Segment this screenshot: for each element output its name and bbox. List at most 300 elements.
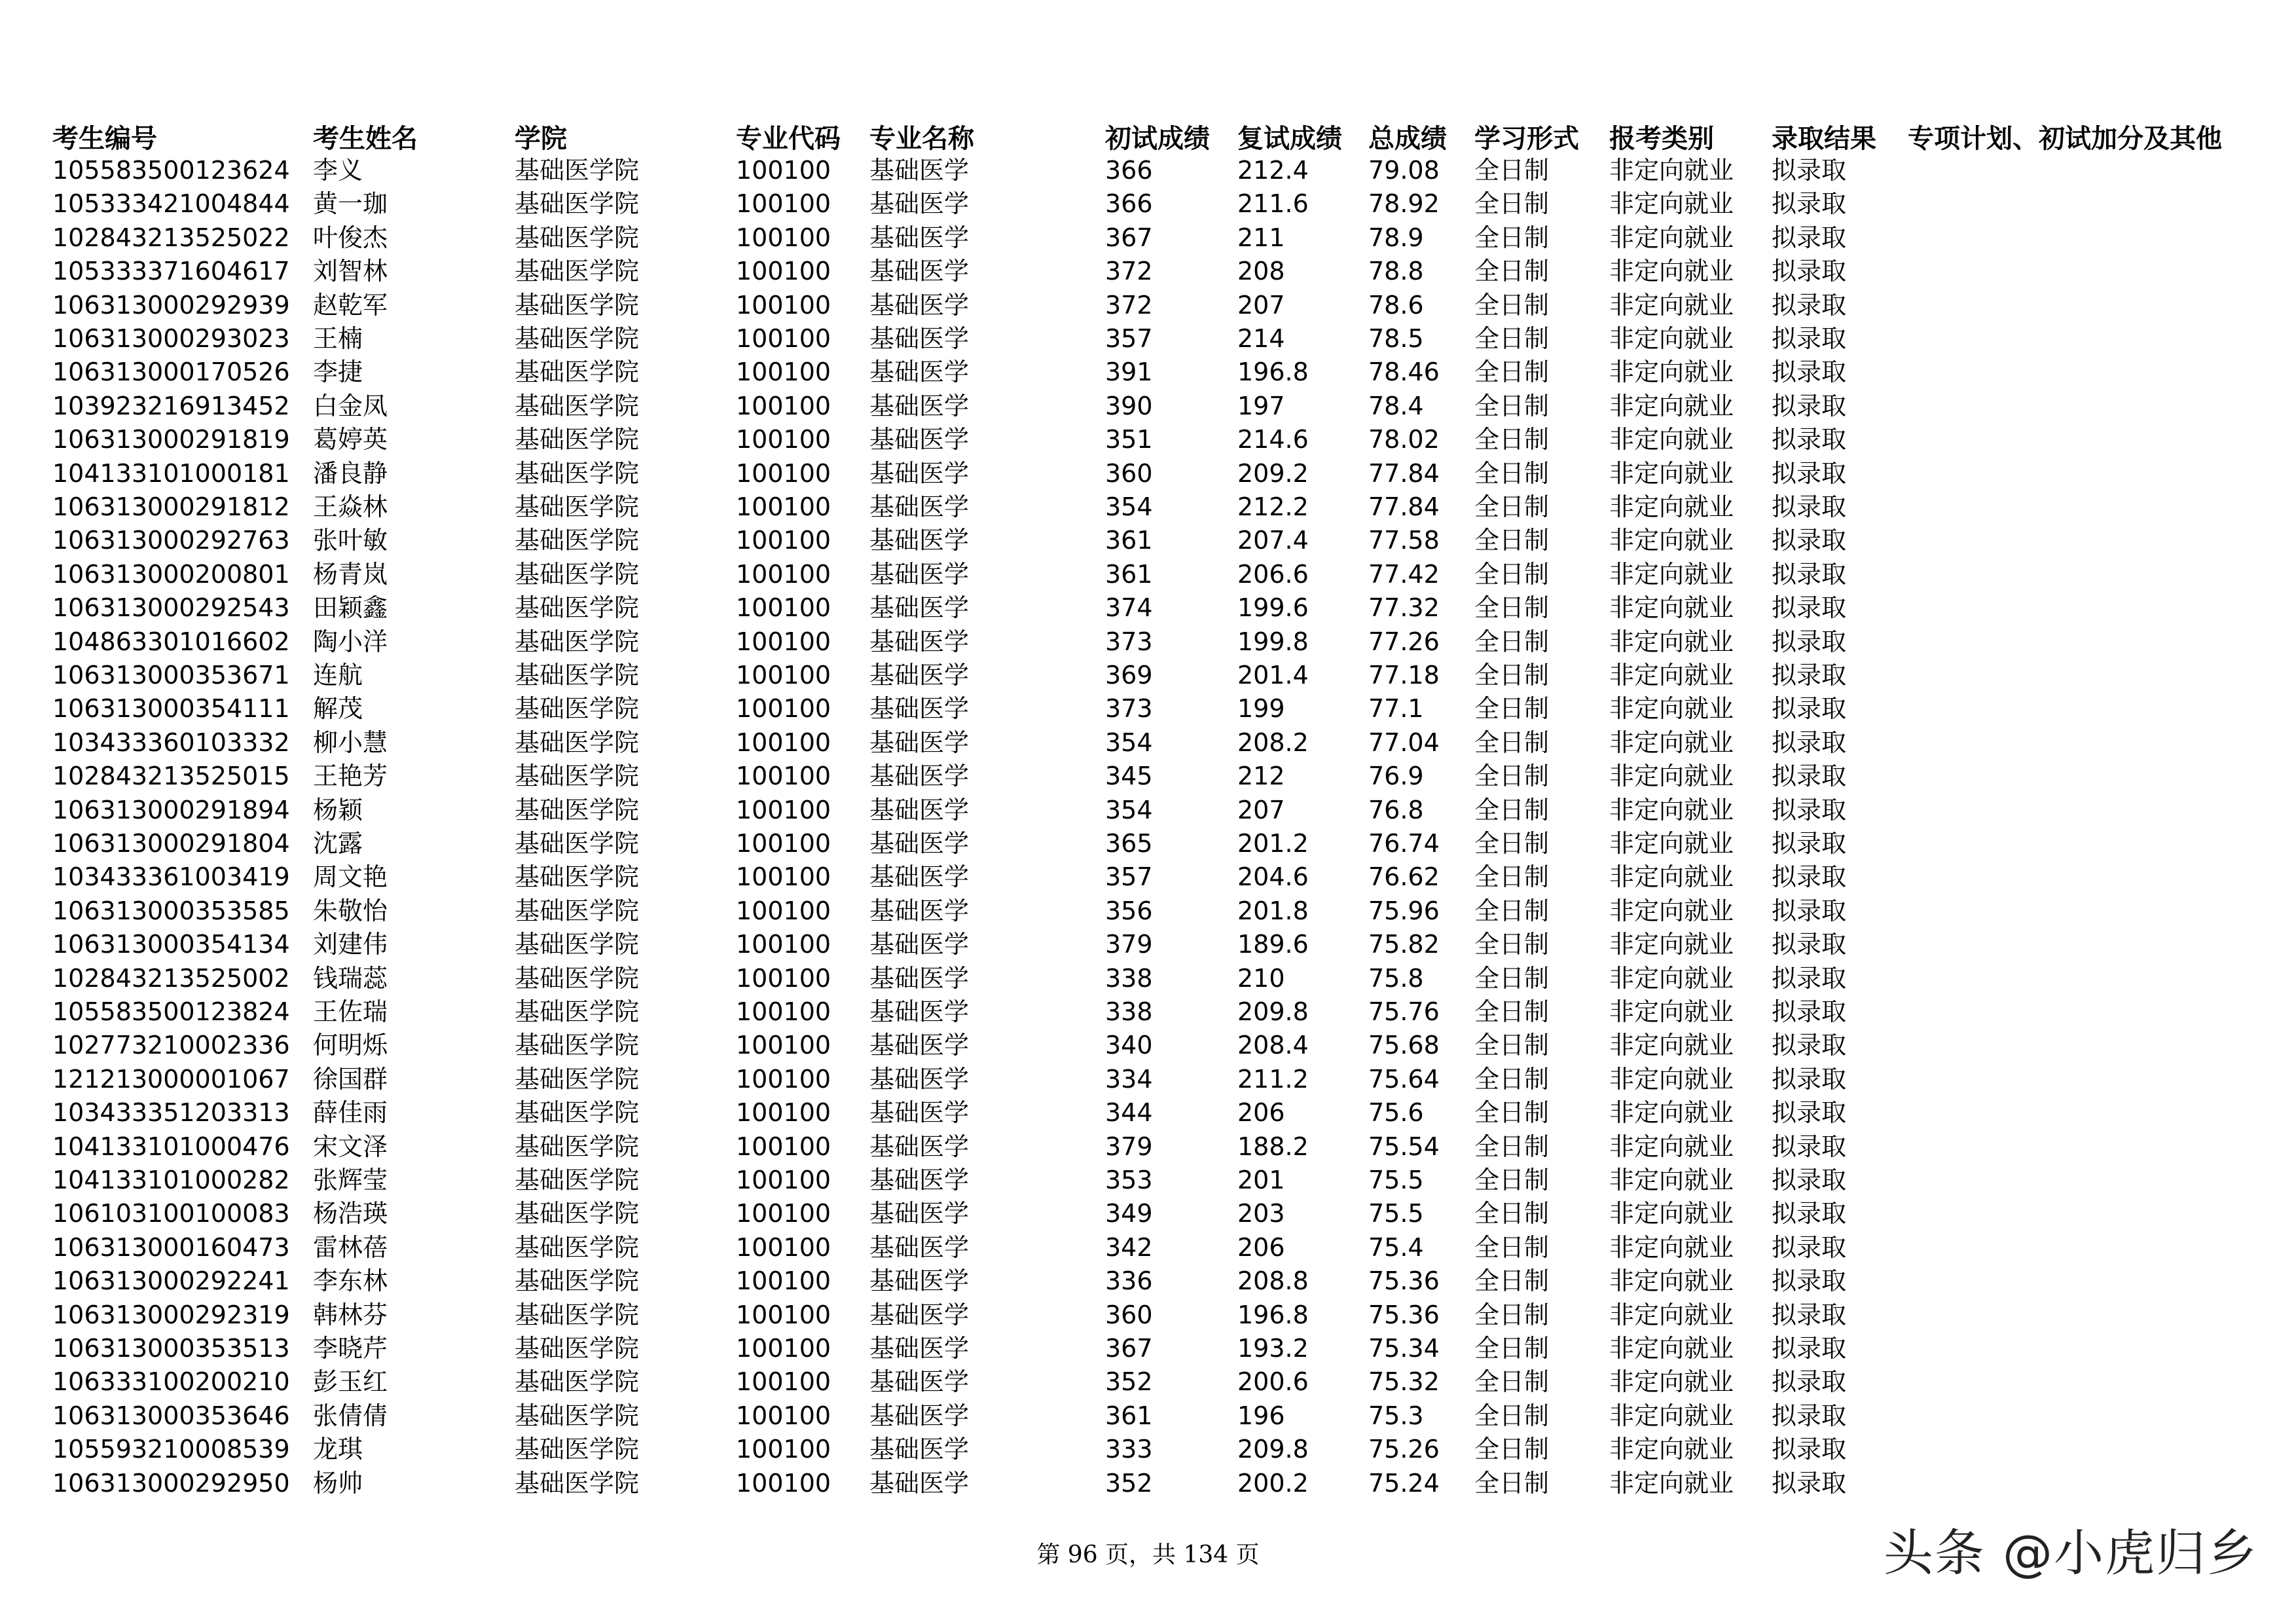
cell-college: 基础医学院 (515, 492, 640, 521)
cell-candidate-name: 钱瑞蕊 (313, 963, 388, 993)
cell-college: 基础医学院 (515, 1064, 640, 1094)
cell-major-code: 100100 (736, 1401, 831, 1430)
cell-retest-score: 199 (1237, 694, 1285, 724)
cell-study-mode: 全日制 (1474, 795, 1550, 824)
cell-apply-category: 非定向就业 (1609, 1031, 1734, 1060)
cell-prelim-score: 367 (1105, 223, 1153, 252)
cell-major-code: 100100 (736, 627, 831, 656)
cell-college: 基础医学院 (515, 1031, 640, 1060)
cell-admission-result: 拟录取 (1772, 1166, 1847, 1194)
cell-total-score: 77.26 (1368, 627, 1440, 656)
watermark: 头条 @小虎归乡 (1883, 1524, 2258, 1582)
cell-study-mode: 全日制 (1474, 728, 1550, 757)
cell-candidate-id: 106313000353671 (52, 661, 290, 690)
cell-candidate-id: 104863301016602 (52, 627, 290, 656)
cell-apply-category: 非定向就业 (1609, 997, 1734, 1026)
cell-retest-score: 197 (1237, 391, 1285, 420)
cell-major-name: 基础医学 (869, 1166, 970, 1194)
cell-major-code: 100100 (736, 358, 831, 387)
cell-study-mode: 全日制 (1474, 1300, 1550, 1329)
cell-candidate-name: 刘智林 (313, 257, 388, 286)
cell-major-code: 100100 (736, 1300, 831, 1329)
table-row (52, 1299, 2239, 1332)
cell-prelim-score: 361 (1105, 559, 1153, 589)
table-row (52, 962, 2239, 995)
table-row (52, 524, 2239, 557)
cell-candidate-name: 葛婷英 (313, 425, 388, 454)
cell-major-name: 基础医学 (869, 189, 970, 219)
cell-major-name: 基础医学 (869, 559, 970, 589)
cell-college: 基础医学院 (515, 526, 640, 555)
cell-apply-category: 非定向就业 (1609, 762, 1734, 791)
cell-candidate-id: 106313000353585 (52, 896, 290, 925)
cell-college: 基础医学院 (515, 189, 640, 219)
cell-total-score: 75.32 (1368, 1367, 1440, 1397)
table-row (52, 154, 2239, 187)
cell-candidate-id: 104133101000282 (52, 1166, 290, 1194)
cell-total-score: 75.34 (1368, 1334, 1440, 1363)
cell-study-mode: 全日制 (1474, 290, 1550, 320)
cell-candidate-id: 105593210008539 (52, 1435, 290, 1464)
cell-major-code: 100100 (736, 324, 831, 353)
cell-retest-score: 200.2 (1237, 1468, 1309, 1498)
table-row (52, 1231, 2239, 1264)
cell-candidate-id: 103433361003419 (52, 862, 290, 892)
cell-total-score: 76.74 (1368, 829, 1440, 858)
header-candidate-id: 考生编号 (52, 124, 157, 154)
cell-total-score: 75.76 (1368, 997, 1440, 1026)
cell-major-code: 100100 (736, 1031, 831, 1060)
table-header-row (52, 120, 2239, 158)
cell-candidate-name: 叶俊杰 (313, 223, 388, 252)
cell-retest-score: 209.8 (1237, 997, 1309, 1026)
cell-admission-result: 拟录取 (1772, 425, 1847, 454)
cell-major-code: 100100 (736, 492, 831, 521)
cell-total-score: 78.92 (1368, 189, 1440, 219)
cell-prelim-score: 352 (1105, 1367, 1153, 1397)
cell-college: 基础医学院 (515, 762, 640, 791)
table-row (52, 1264, 2239, 1298)
cell-college: 基础医学院 (515, 694, 640, 724)
cell-prelim-score: 356 (1105, 896, 1153, 925)
cell-apply-category: 非定向就业 (1609, 156, 1734, 185)
cell-college: 基础医学院 (515, 1334, 640, 1363)
table-row (52, 995, 2239, 1029)
table-row (52, 726, 2239, 760)
table-row (52, 1096, 2239, 1130)
cell-major-name: 基础医学 (869, 492, 970, 521)
cell-major-code: 100100 (736, 526, 831, 555)
cell-candidate-name: 白金凤 (313, 391, 388, 420)
cell-college: 基础医学院 (515, 391, 640, 420)
cell-admission-result: 拟录取 (1772, 1232, 1847, 1262)
cell-study-mode: 全日制 (1474, 1132, 1550, 1161)
cell-total-score: 75.4 (1368, 1232, 1424, 1262)
cell-retest-score: 196 (1237, 1401, 1285, 1430)
cell-study-mode: 全日制 (1474, 223, 1550, 252)
cell-candidate-id: 102773210002336 (52, 1031, 290, 1060)
cell-candidate-name: 薛佳雨 (313, 1098, 388, 1128)
cell-candidate-id: 106313000170526 (52, 358, 290, 387)
cell-retest-score: 208 (1237, 257, 1285, 286)
cell-major-code: 100100 (736, 156, 831, 185)
cell-admission-result: 拟录取 (1772, 358, 1847, 387)
cell-candidate-id: 106313000291804 (52, 829, 290, 858)
cell-admission-result: 拟录取 (1772, 1031, 1847, 1060)
header-apply-category: 报考类别 (1609, 124, 1714, 154)
table-row (52, 1164, 2239, 1197)
table-row (52, 490, 2239, 524)
cell-total-score: 75.36 (1368, 1266, 1440, 1296)
cell-total-score: 77.84 (1368, 458, 1440, 488)
cell-prelim-score: 373 (1105, 694, 1153, 724)
cell-study-mode: 全日制 (1474, 1232, 1550, 1262)
cell-prelim-score: 334 (1105, 1064, 1153, 1094)
cell-admission-result: 拟录取 (1772, 324, 1847, 353)
cell-study-mode: 全日制 (1474, 1064, 1550, 1094)
cell-admission-result: 拟录取 (1772, 862, 1847, 892)
cell-retest-score: 204.6 (1237, 862, 1309, 892)
cell-major-name: 基础医学 (869, 1031, 970, 1060)
cell-admission-result: 拟录取 (1772, 189, 1847, 219)
cell-prelim-score: 340 (1105, 1031, 1153, 1060)
cell-study-mode: 全日制 (1474, 156, 1550, 185)
cell-prelim-score: 352 (1105, 1468, 1153, 1498)
cell-prelim-score: 372 (1105, 257, 1153, 286)
cell-admission-result: 拟录取 (1772, 795, 1847, 824)
cell-candidate-id: 105583500123624 (52, 156, 290, 185)
cell-retest-score: 209.2 (1237, 458, 1309, 488)
cell-apply-category: 非定向就业 (1609, 593, 1734, 623)
cell-apply-category: 非定向就业 (1609, 795, 1734, 824)
cell-candidate-id: 102843213525002 (52, 963, 290, 993)
cell-major-name: 基础医学 (869, 795, 970, 824)
cell-candidate-name: 王楠 (313, 324, 363, 353)
cell-retest-score: 211 (1237, 223, 1285, 252)
cell-retest-score: 201 (1237, 1166, 1285, 1194)
cell-college: 基础医学院 (515, 862, 640, 892)
cell-college: 基础医学院 (515, 458, 640, 488)
cell-major-code: 100100 (736, 1166, 831, 1194)
cell-admission-result: 拟录取 (1772, 1098, 1847, 1128)
cell-college: 基础医学院 (515, 223, 640, 252)
cell-candidate-name: 杨颖 (313, 795, 363, 824)
cell-prelim-score: 353 (1105, 1166, 1153, 1194)
cell-study-mode: 全日制 (1474, 358, 1550, 387)
cell-candidate-id: 106313000292939 (52, 290, 290, 320)
cell-total-score: 75.5 (1368, 1166, 1424, 1194)
cell-total-score: 79.08 (1368, 156, 1440, 185)
cell-major-name: 基础医学 (869, 1199, 970, 1228)
cell-major-name: 基础医学 (869, 1401, 970, 1430)
table-row (52, 692, 2239, 726)
cell-retest-score: 189.6 (1237, 930, 1309, 959)
cell-admission-result: 拟录取 (1772, 1132, 1847, 1161)
table-row (52, 221, 2239, 255)
cell-retest-score: 203 (1237, 1199, 1285, 1228)
cell-candidate-id: 106313000160473 (52, 1232, 290, 1262)
cell-apply-category: 非定向就业 (1609, 963, 1734, 993)
cell-prelim-score: 373 (1105, 627, 1153, 656)
table-row (52, 187, 2239, 221)
cell-major-code: 100100 (736, 391, 831, 420)
cell-college: 基础医学院 (515, 728, 640, 757)
cell-major-name: 基础医学 (869, 963, 970, 993)
cell-admission-result: 拟录取 (1772, 492, 1847, 521)
cell-total-score: 78.9 (1368, 223, 1424, 252)
cell-major-code: 100100 (736, 795, 831, 824)
cell-major-name: 基础医学 (869, 896, 970, 925)
cell-apply-category: 非定向就业 (1609, 1468, 1734, 1498)
cell-retest-score: 210 (1237, 963, 1285, 993)
cell-total-score: 75.8 (1368, 963, 1424, 993)
table-row (52, 1467, 2239, 1500)
cell-total-score: 75.5 (1368, 1199, 1424, 1228)
cell-college: 基础医学院 (515, 930, 640, 959)
cell-admission-result: 拟录取 (1772, 762, 1847, 791)
cell-prelim-score: 338 (1105, 963, 1153, 993)
cell-admission-result: 拟录取 (1772, 156, 1847, 185)
cell-apply-category: 非定向就业 (1609, 526, 1734, 555)
cell-total-score: 76.9 (1368, 762, 1424, 791)
cell-college: 基础医学院 (515, 1468, 640, 1498)
cell-candidate-id: 121213000001067 (52, 1064, 290, 1094)
cell-candidate-id: 106313000292241 (52, 1266, 290, 1296)
cell-admission-result: 拟录取 (1772, 257, 1847, 286)
cell-retest-score: 199.8 (1237, 627, 1309, 656)
cell-major-code: 100100 (736, 963, 831, 993)
cell-major-name: 基础医学 (869, 358, 970, 387)
cell-retest-score: 188.2 (1237, 1132, 1309, 1161)
cell-candidate-name: 彭玉红 (313, 1367, 388, 1397)
cell-study-mode: 全日制 (1474, 189, 1550, 219)
cell-prelim-score: 342 (1105, 1232, 1153, 1262)
cell-prelim-score: 336 (1105, 1266, 1153, 1296)
cell-major-name: 基础医学 (869, 1132, 970, 1161)
cell-total-score: 78.6 (1368, 290, 1424, 320)
cell-candidate-id: 106313000291894 (52, 795, 290, 824)
table-row (52, 322, 2239, 356)
cell-admission-result: 拟录取 (1772, 391, 1847, 420)
cell-prelim-score: 366 (1105, 189, 1153, 219)
cell-admission-result: 拟录取 (1772, 223, 1847, 252)
cell-college: 基础医学院 (515, 627, 640, 656)
cell-candidate-id: 106313000292763 (52, 526, 290, 555)
cell-retest-score: 212 (1237, 762, 1285, 791)
cell-candidate-id: 106313000200801 (52, 559, 290, 589)
cell-major-name: 基础医学 (869, 997, 970, 1026)
cell-total-score: 75.24 (1368, 1468, 1440, 1498)
table-row (52, 356, 2239, 389)
cell-candidate-id: 103923216913452 (52, 391, 290, 420)
cell-candidate-id: 103433360103332 (52, 728, 290, 757)
cell-major-code: 100100 (736, 896, 831, 925)
table-row (52, 1332, 2239, 1365)
cell-retest-score: 211.6 (1237, 189, 1309, 219)
cell-major-code: 100100 (736, 728, 831, 757)
cell-candidate-id: 106313000291812 (52, 492, 290, 521)
cell-prelim-score: 351 (1105, 425, 1153, 454)
cell-apply-category: 非定向就业 (1609, 627, 1734, 656)
header-retest-score: 复试成绩 (1237, 124, 1342, 154)
cell-study-mode: 全日制 (1474, 526, 1550, 555)
cell-candidate-name: 黄一珈 (313, 189, 388, 219)
cell-admission-result: 拟录取 (1772, 963, 1847, 993)
cell-candidate-name: 雷林蓓 (313, 1232, 388, 1262)
cell-apply-category: 非定向就业 (1609, 829, 1734, 858)
cell-candidate-name: 宋文泽 (313, 1132, 388, 1161)
cell-admission-result: 拟录取 (1772, 1300, 1847, 1329)
cell-candidate-id: 104133101000476 (52, 1132, 290, 1161)
table-row (52, 827, 2239, 860)
cell-apply-category: 非定向就业 (1609, 1132, 1734, 1161)
cell-college: 基础医学院 (515, 795, 640, 824)
cell-major-code: 100100 (736, 1098, 831, 1128)
cell-prelim-score: 345 (1105, 762, 1153, 791)
header-prelim-score: 初试成绩 (1105, 124, 1210, 154)
table-row (52, 289, 2239, 322)
cell-major-code: 100100 (736, 829, 831, 858)
cell-candidate-id: 103433351203313 (52, 1098, 290, 1128)
cell-retest-score: 193.2 (1237, 1334, 1309, 1363)
cell-study-mode: 全日制 (1474, 1435, 1550, 1464)
cell-major-name: 基础医学 (869, 593, 970, 623)
cell-admission-result: 拟录取 (1772, 559, 1847, 589)
table-row (52, 1197, 2239, 1230)
cell-prelim-score: 360 (1105, 1300, 1153, 1329)
cell-total-score: 78.5 (1368, 324, 1424, 353)
table-row (52, 558, 2239, 591)
cell-major-code: 100100 (736, 694, 831, 724)
cell-admission-result: 拟录取 (1772, 627, 1847, 656)
cell-prelim-score: 357 (1105, 324, 1153, 353)
cell-admission-result: 拟录取 (1772, 694, 1847, 724)
table-row (52, 457, 2239, 490)
cell-apply-category: 非定向就业 (1609, 1232, 1734, 1262)
cell-retest-score: 208.8 (1237, 1266, 1309, 1296)
cell-apply-category: 非定向就业 (1609, 1166, 1734, 1194)
cell-candidate-name: 陶小洋 (313, 627, 388, 656)
cell-total-score: 75.6 (1368, 1098, 1424, 1128)
cell-admission-result: 拟录取 (1772, 930, 1847, 959)
cell-apply-category: 非定向就业 (1609, 1064, 1734, 1094)
cell-college: 基础医学院 (515, 156, 640, 185)
cell-prelim-score: 338 (1105, 997, 1153, 1026)
cell-prelim-score: 357 (1105, 862, 1153, 892)
table-row (52, 860, 2239, 894)
cell-college: 基础医学院 (515, 997, 640, 1026)
cell-college: 基础医学院 (515, 829, 640, 858)
cell-candidate-name: 杨青岚 (313, 559, 388, 589)
cell-prelim-score: 361 (1105, 526, 1153, 555)
cell-prelim-score: 369 (1105, 661, 1153, 690)
cell-prelim-score: 354 (1105, 492, 1153, 521)
cell-total-score: 77.42 (1368, 559, 1440, 589)
cell-major-code: 100100 (736, 1367, 831, 1397)
header-major-code: 专业代码 (736, 124, 841, 154)
cell-college: 基础医学院 (515, 1232, 640, 1262)
cell-major-code: 100100 (736, 930, 831, 959)
cell-admission-result: 拟录取 (1772, 1199, 1847, 1228)
cell-major-code: 100100 (736, 1334, 831, 1363)
cell-study-mode: 全日制 (1474, 963, 1550, 993)
cell-candidate-id: 106313000354134 (52, 930, 290, 959)
cell-candidate-name: 李东林 (313, 1266, 388, 1296)
cell-prelim-score: 333 (1105, 1435, 1153, 1464)
cell-apply-category: 非定向就业 (1609, 1199, 1734, 1228)
cell-college: 基础医学院 (515, 1199, 640, 1228)
cell-total-score: 75.3 (1368, 1401, 1424, 1430)
cell-prelim-score: 349 (1105, 1199, 1153, 1228)
cell-apply-category: 非定向就业 (1609, 930, 1734, 959)
table-row (52, 659, 2239, 692)
cell-retest-score: 214.6 (1237, 425, 1309, 454)
cell-total-score: 75.68 (1368, 1031, 1440, 1060)
cell-study-mode: 全日制 (1474, 627, 1550, 656)
cell-total-score: 77.1 (1368, 694, 1424, 724)
cell-total-score: 77.84 (1368, 492, 1440, 521)
cell-apply-category: 非定向就业 (1609, 661, 1734, 690)
cell-candidate-name: 赵乾军 (313, 290, 388, 320)
cell-candidate-name: 杨浩瑛 (313, 1199, 388, 1228)
cell-major-name: 基础医学 (869, 1232, 970, 1262)
cell-retest-score: 206.6 (1237, 559, 1309, 589)
table-row (52, 423, 2239, 456)
cell-college: 基础医学院 (515, 1166, 640, 1194)
table-row (52, 1029, 2239, 1062)
cell-major-name: 基础医学 (869, 930, 970, 959)
cell-admission-result: 拟录取 (1772, 1266, 1847, 1296)
cell-study-mode: 全日制 (1474, 862, 1550, 892)
cell-candidate-name: 何明烁 (313, 1031, 388, 1060)
cell-major-name: 基础医学 (869, 728, 970, 757)
cell-total-score: 78.02 (1368, 425, 1440, 454)
cell-study-mode: 全日制 (1474, 661, 1550, 690)
cell-college: 基础医学院 (515, 896, 640, 925)
cell-prelim-score: 354 (1105, 728, 1153, 757)
cell-candidate-name: 连航 (313, 661, 363, 690)
cell-college: 基础医学院 (515, 1266, 640, 1296)
cell-study-mode: 全日制 (1474, 257, 1550, 286)
cell-total-score: 75.96 (1368, 896, 1440, 925)
cell-major-code: 100100 (736, 257, 831, 286)
cell-college: 基础医学院 (515, 290, 640, 320)
table-row (52, 1130, 2239, 1164)
cell-total-score: 75.54 (1368, 1132, 1440, 1161)
header-major-name: 专业名称 (869, 124, 974, 154)
cell-candidate-name: 田颖鑫 (313, 593, 388, 623)
cell-college: 基础医学院 (515, 358, 640, 387)
cell-apply-category: 非定向就业 (1609, 1334, 1734, 1363)
cell-candidate-id: 105583500123824 (52, 997, 290, 1026)
cell-study-mode: 全日制 (1474, 391, 1550, 420)
header-college: 学院 (515, 124, 567, 154)
cell-retest-score: 209.8 (1237, 1435, 1309, 1464)
cell-candidate-id: 105333371604617 (52, 257, 290, 286)
cell-major-code: 100100 (736, 762, 831, 791)
cell-candidate-name: 王艳芳 (313, 762, 388, 791)
page-number: 第 96 页，共 134 页 (1036, 1541, 1260, 1568)
cell-apply-category: 非定向就业 (1609, 1435, 1734, 1464)
cell-major-code: 100100 (736, 1435, 831, 1464)
cell-major-name: 基础医学 (869, 762, 970, 791)
cell-study-mode: 全日制 (1474, 458, 1550, 488)
cell-apply-category: 非定向就业 (1609, 694, 1734, 724)
cell-total-score: 75.26 (1368, 1435, 1440, 1464)
cell-study-mode: 全日制 (1474, 1199, 1550, 1228)
cell-apply-category: 非定向就业 (1609, 1098, 1734, 1128)
cell-candidate-name: 李义 (313, 156, 363, 185)
